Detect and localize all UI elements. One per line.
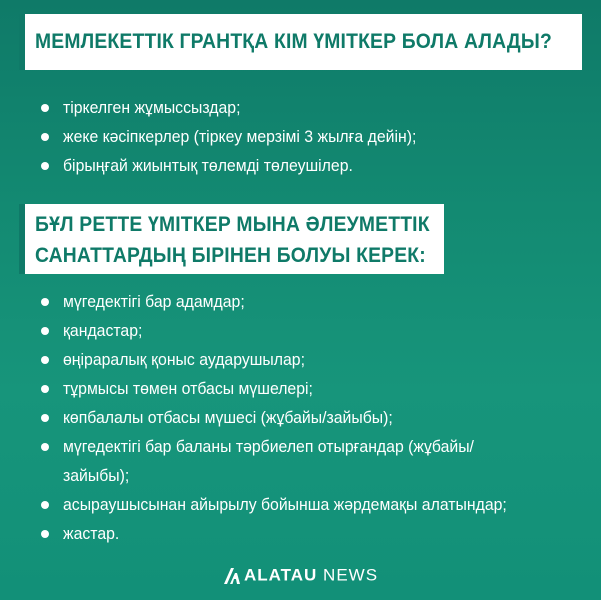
list-item: мүгедектігі бар адамдар; — [41, 287, 540, 316]
bullet-icon — [41, 414, 49, 422]
alatau-logo-icon — [223, 567, 241, 585]
heading-social-categories — [19, 204, 444, 274]
bullet-icon — [41, 133, 49, 141]
list-item: асыраушысынан айырылу бойынша жәрдемақы алатындар; — [41, 490, 540, 519]
heading-grant-eligibility-text: МЕМЛЕКЕТТІК ГРАНТҚА КІМ ҮМІТКЕР БОЛА АЛАДЫ? — [35, 30, 552, 53]
brand-suffix: NEWS — [317, 565, 379, 585]
social-categories-list — [41, 287, 540, 548]
list-item: жеке кәсіпкерлер (тіркеу мерзімі 3 жылға дейін); — [41, 122, 443, 151]
bullet-icon — [41, 104, 49, 112]
heading-grant-eligibility — [19, 14, 582, 70]
list-item: жастар. — [41, 519, 540, 548]
bullet-icon — [41, 327, 49, 335]
bullet-icon — [41, 298, 49, 306]
bullet-icon — [41, 356, 49, 364]
list-item: қандастар; — [41, 316, 540, 345]
heading-social-categories-line-2: САНАТТАРДЫҢ БІРІНЕН БОЛУЫ КЕРЕК: — [35, 244, 426, 267]
list-item: өңіраралық қоныс аударушылар; — [41, 345, 540, 374]
list-item: тұрмысы төмен отбасы мүшелері; — [41, 374, 540, 403]
bullet-icon — [41, 501, 49, 509]
heading-social-categories-line-1: БҰЛ РЕТТЕ ҮМІТКЕР МЫНА ӘЛЕУМЕТТІК — [35, 213, 430, 236]
bullet-icon — [41, 385, 49, 393]
eligible-applicants-list — [41, 93, 443, 180]
bullet-icon — [41, 530, 49, 538]
footer-brand — [0, 565, 601, 586]
list-item: тіркелген жұмыссыздар; — [41, 93, 443, 122]
list-item: көпбалалы отбасы мүшесі (жұбайы/зайыбы); — [41, 403, 540, 432]
bullet-icon — [41, 443, 49, 451]
list-item: бірыңғай жиынтық төлемді төлеушілер. — [41, 151, 443, 180]
brand-name: ALATAU — [243, 565, 318, 585]
bullet-icon — [41, 162, 49, 170]
list-item: мүгедектігі бар баланы тәрбиелеп отырғандар (жұбайы/ зайыбы); — [41, 432, 540, 490]
